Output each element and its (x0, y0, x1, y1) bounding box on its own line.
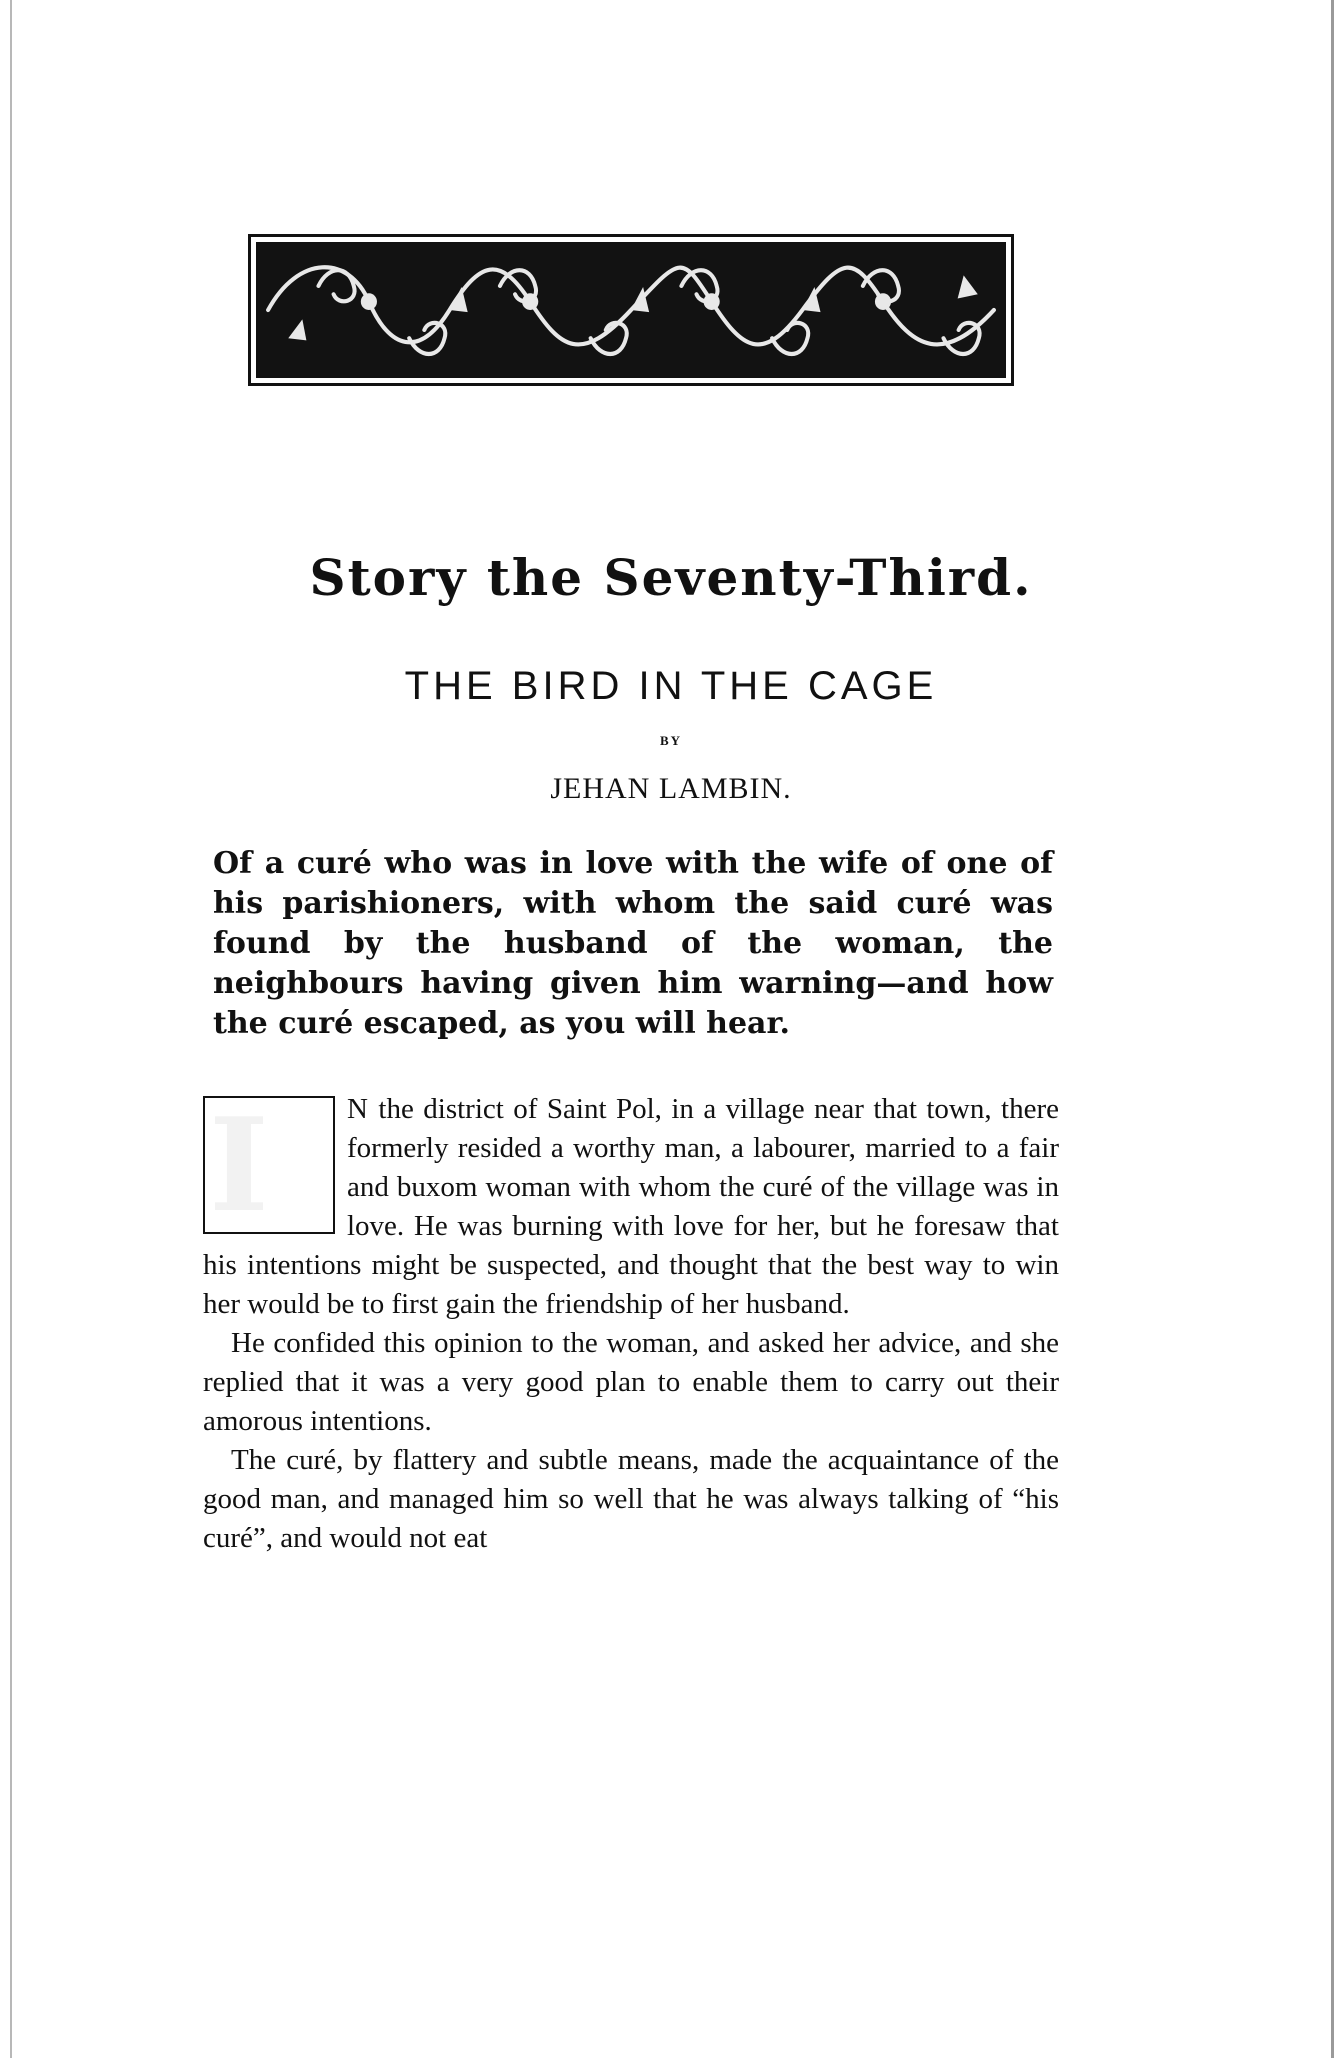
scan-edge-right (1331, 0, 1334, 2058)
byline-label: BY (659, 733, 683, 748)
paragraph: The curé, by flattery and subtle means, made the acquaintance of the good man, and managed him so well that he was always talking of “his curé”, and would not eat (203, 1444, 1059, 1554)
drop-cap (203, 1096, 335, 1234)
paragraph-text: the district of Saint Pol, in a village near that town, there formerly resided a worthy man, a labourer, married to a fair and buxom woman with whom the curé of the village was in love. He was burning with love for her, but he foresaw that his intentions might be suspected, and thought that the best way to win her would be to first gain the friendship of her husband. (203, 1093, 1059, 1320)
story-body (203, 1090, 1059, 1558)
scrollwork-ornament-icon (258, 244, 1004, 376)
story-number-heading: Story the Seventy-Third. (309, 548, 1033, 607)
ornamental-header-band (248, 234, 1014, 386)
story-title: THE BIRD IN THE CAGE (404, 664, 938, 708)
paragraph: He confided this opinion to the woman, and asked her advice, and she replied that it was a very good plan to enable them to carry out their amorous intentions. (203, 1327, 1059, 1437)
story-summary: Of a curé who was in love with the wife of one of his parishioners, with whom the said curé was found by the husband of the woman, the neighbours having given him warning—and how the curé escaped, as you will hear. (213, 846, 1053, 1041)
paragraph (203, 1090, 1059, 1324)
scan-edge-left (10, 0, 12, 2058)
author-name: JEHAN LAMBIN. (550, 772, 792, 805)
first-word-rest: N (347, 1093, 369, 1125)
